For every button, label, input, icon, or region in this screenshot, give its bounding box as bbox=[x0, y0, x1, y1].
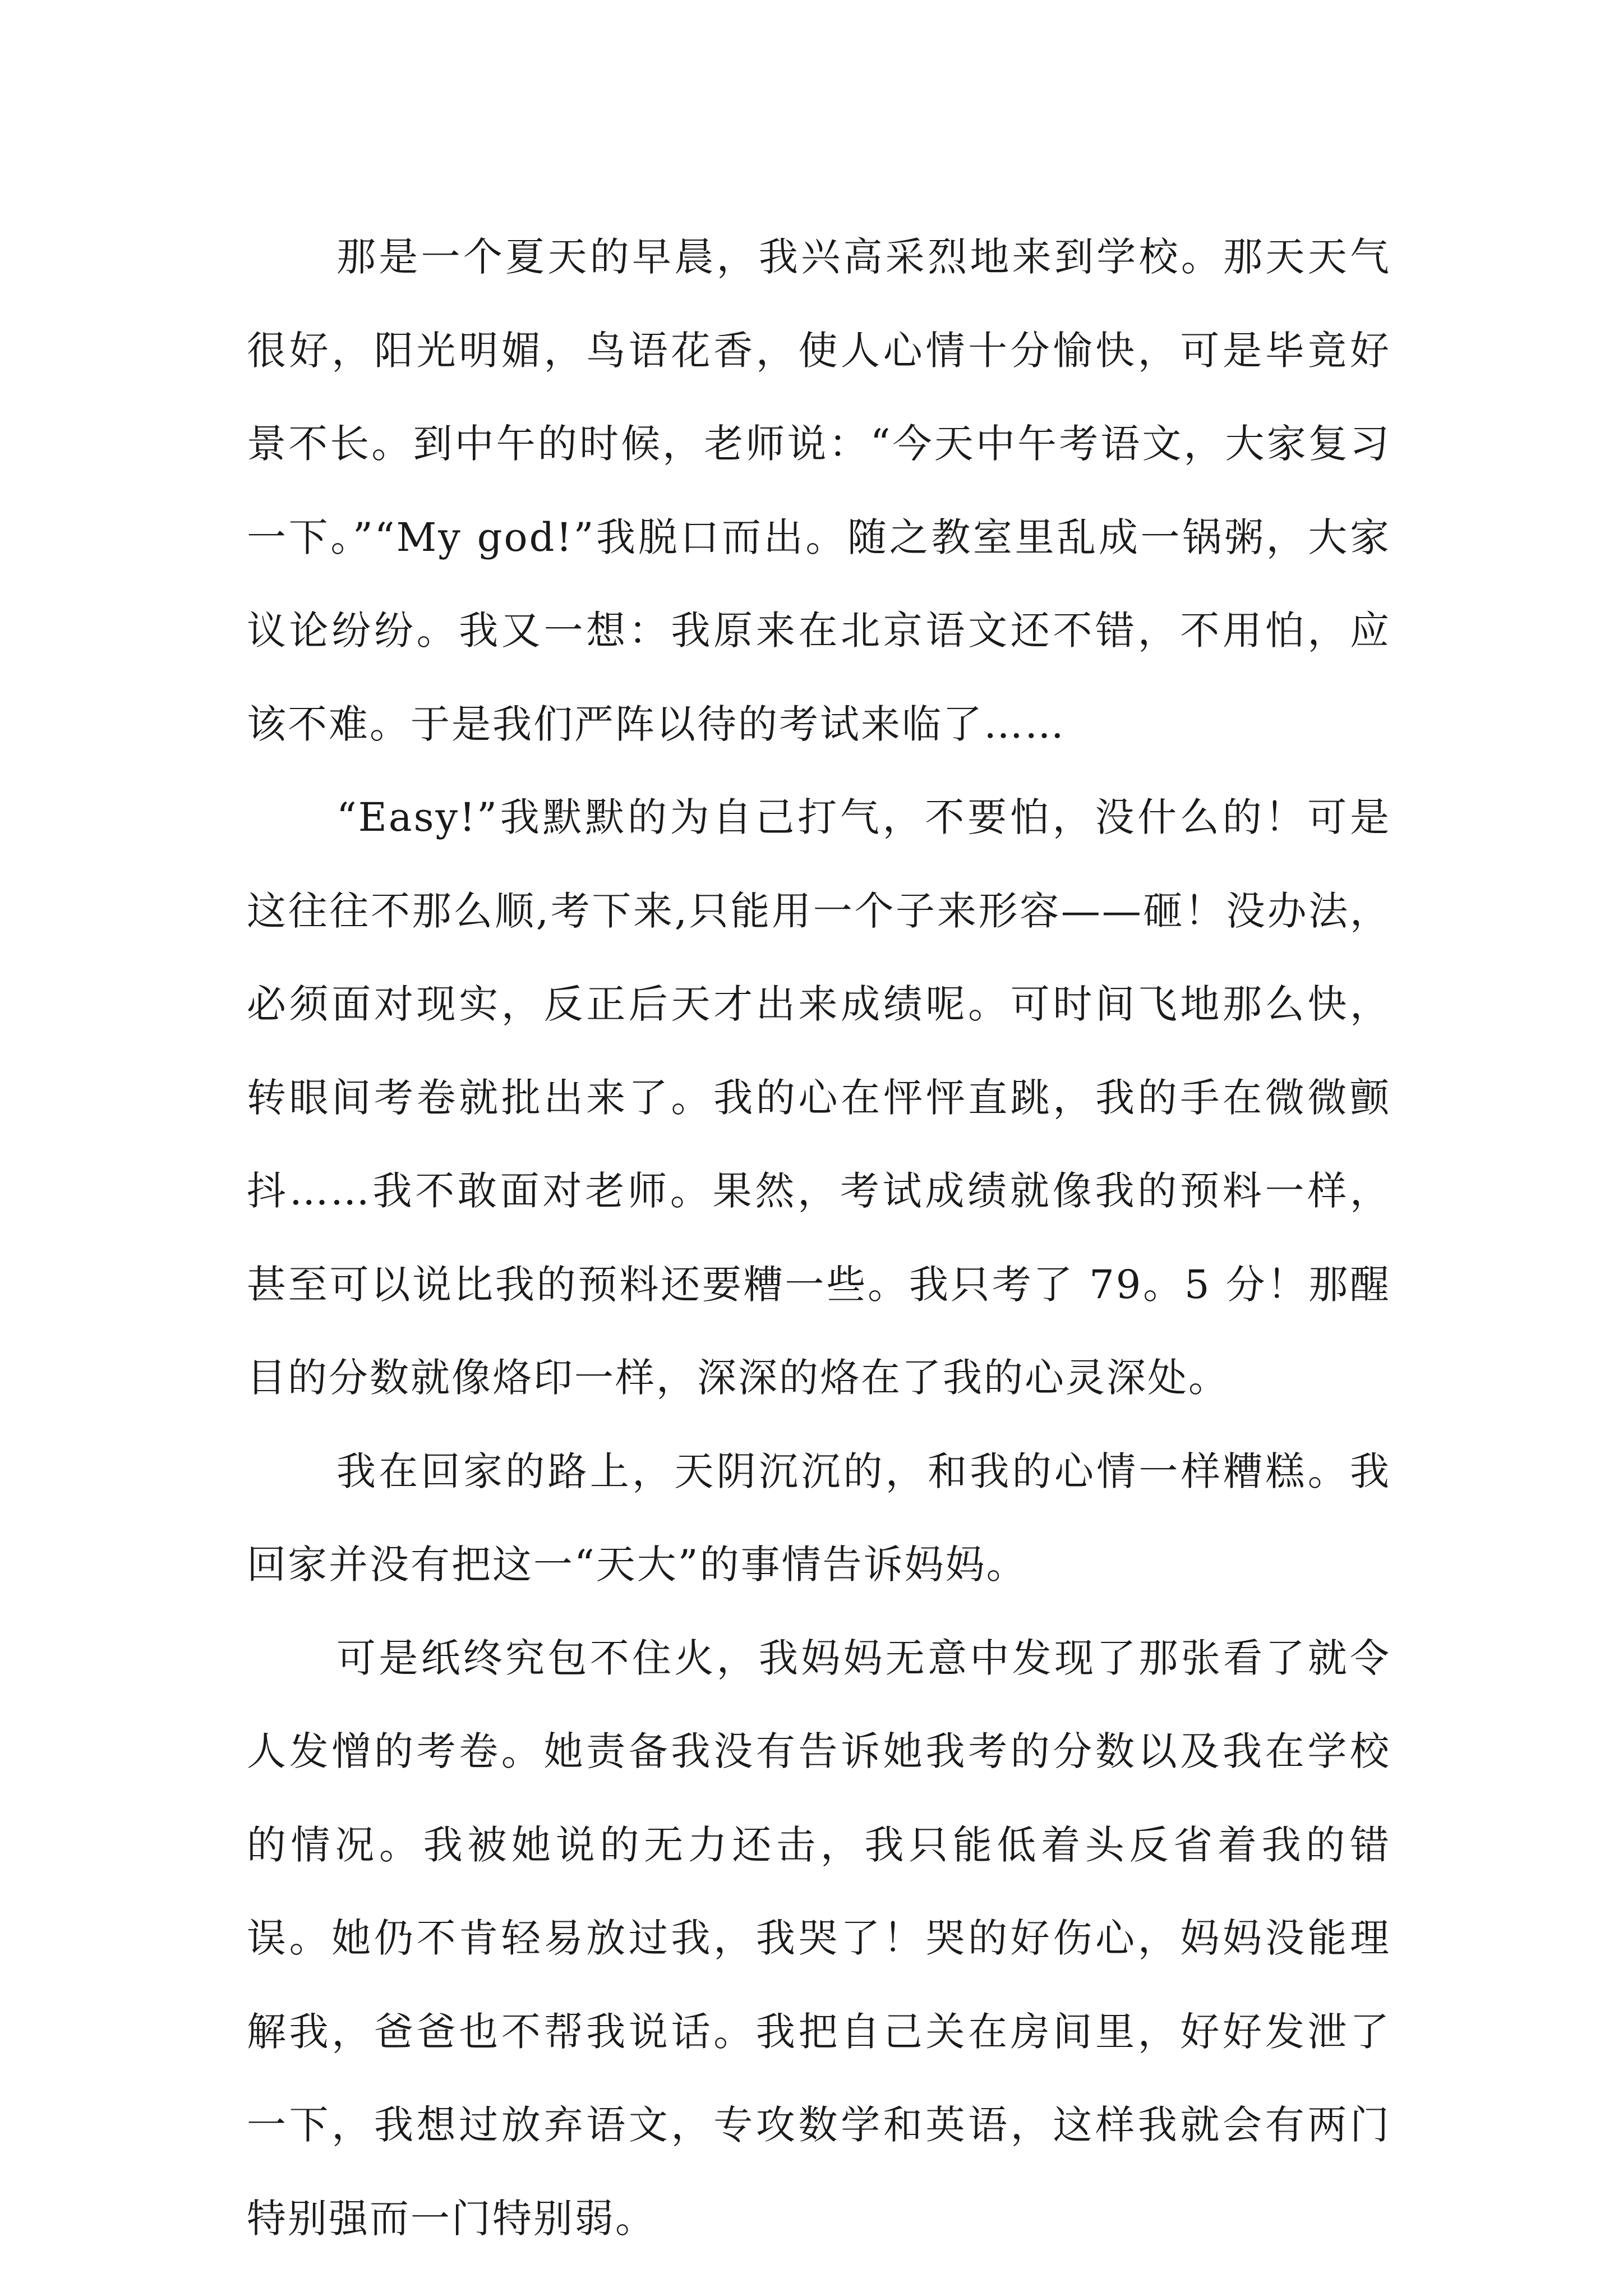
article-body bbox=[247, 210, 1391, 2265]
paragraph-2: “Easy!”我默默的为自己打气，不要怕，没什么的！可是这往往不那么顺,考下来,只能用一个子来形容——砸！没办法，必须面对现实，反正后天才出来成绩呢。可时间飞地那么快，转眼间考卷就批出来了。我的心在怦怦直跳，我的手在微微颤抖……我不敢面对老师。果然，考试成绩就像我的预料一样，甚至可以说比我的预料还要糟一些。我只考了 79。5 分！那醒目的分数就像烙印一样，深深的烙在了我的心灵深处。 bbox=[247, 794, 1391, 1401]
paragraph-1: 那是一个夏天的早晨，我兴高采烈地来到学校。那天天气很好，阳光明媚，鸟语花香，使人心情十分愉快，可是毕竟好景不长。到中午的时候，老师说：“今天中午考语文，大家复习一下。”“My god!”我脱口而出。随之教室里乱成一锅粥，大家议论纷纷。我又一想：我原来在北京语文还不错，不用怕，应该不难。于是我们严阵以待的考试来临了…… bbox=[247, 234, 1391, 747]
paragraph-4: 可是纸终究包不住火，我妈妈无意中发现了那张看了就令人发憎的考卷。她责备我没有告诉她我考的分数以及我在学校的情况。我被她说的无力还击，我只能低着头反省着我的错误。她仍不肯轻易放过我，我哭了！哭的好伤心，妈妈没能理解我，爸爸也不帮我说话。我把自己关在房间里，好好发泄了一下，我想过放弃语文，专攻数学和英语，这样我就会有两门特别强而一门特别弱。 bbox=[247, 1635, 1391, 2242]
paragraph-3: 我在回家的路上，天阴沉沉的，和我的心情一样糟糕。我回家并没有把这一“天大”的事情告诉妈妈。 bbox=[247, 1448, 1391, 1588]
